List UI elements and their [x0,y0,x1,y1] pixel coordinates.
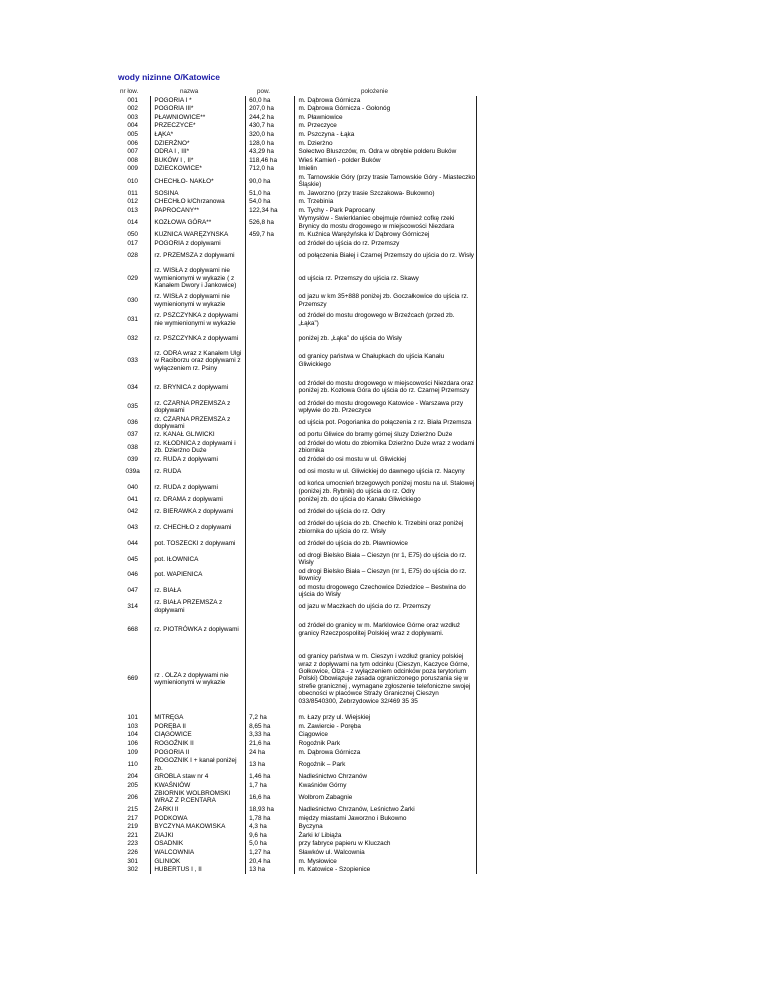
table-row [112,96,477,105]
table-row [112,206,477,215]
cell-pow: 122,34 ha [246,206,295,215]
cell-polozenie: m. Zawiercie - Poręba [295,722,477,731]
cell-pow: 244,2 ha [246,113,295,122]
cell-nr: 010 [127,177,138,185]
table-row [112,399,477,415]
cell-nr: 669 [127,675,138,683]
cell-polozenie: m. Dąbrowa Górnicza - Gołonóg [295,105,477,114]
cell-nazwa: ZIAJKI [151,831,246,840]
cell-polozenie: od źródeł do ujścia do zb. Chechło k. Trzebini oraz poniżej zbiornika do ujścia do rz. Wisły [295,520,477,536]
cell-nr: 001 [127,96,138,104]
table-row [112,480,477,496]
cell-polozenie: od ujścia rz. Przemszy do ujścia rz. Skawy [295,264,477,293]
table-row [112,375,477,399]
table-row [112,165,477,174]
cell-pow [246,293,295,309]
table-row [112,599,477,615]
cell-polozenie: od połączenia Białej i Czarnej Przemszy do ujścia do rz. Wisły [295,248,477,264]
cell-polozenie: od źródeł do ujścia do rz. Przemszy [295,239,477,248]
cell-polozenie: Kwaśniów Górny [295,781,477,790]
cell-nr: 045 [127,555,138,563]
cell-pow [246,309,295,331]
table-row [112,814,477,823]
cell-polozenie: m. Dąbrowa Górnicza [295,748,477,757]
cell-nr: 223 [127,840,138,848]
cell-pow: 16,6 ha [246,790,295,806]
table-row [112,331,477,347]
table-row [112,722,477,731]
cell-nazwa: OSADNIK [151,840,246,849]
cell-pow: 712,0 ha [246,165,295,174]
cell-nazwa: rz. WISŁA z dopływami nie wymienionymi w wykazie ( z Kanałem Dwory i Jankowice) [151,264,246,293]
cell-polozenie: od granicy państwa w m. Cieszyn i wzdłuż granicy polskiej wraz z dopływami na tym odcinku (Cieszyn, Kaczyce Górne, Gołkowice, Olza - z wyłączeniem odcinków poza terytorium Polski) Obowiązuje zasada ograniczonego poruszania się w strefie granicznej , wymagane zgłoszenie telefoniczne swojej obecności w placówce Straży Granicznej Cieszyn 033/8540300, Zebrzydowice 32/469 35 35 [295,645,477,714]
cell-pow: 9,6 ha [246,831,295,840]
cell-polozenie: m. Tychy - Park Paprocany [295,206,477,215]
cell-polozenie: m. Jaworzno (przy trasie Szczakowa- Bukowno) [295,189,477,198]
cell-nr: 103 [127,722,138,730]
cell-pow: 43,29 ha [246,148,295,157]
cell-nr: 221 [127,831,138,839]
cell-pow [246,615,295,645]
cell-nr: 042 [127,508,138,516]
cell-polozenie: od ujścia pot. Pogorianka do połączenia z rz. Biała Przemsza [295,415,477,431]
cell-polozenie: od jazu w km 35+888 poniżej zb. Goczałkowice do ujścia rz. Przemszy [295,293,477,309]
table-row [112,231,477,240]
cell-nr: 005 [127,130,138,138]
cell-nr: 028 [127,252,138,260]
cell-nazwa: HUBERTUS I , II [151,866,246,875]
table-row [112,748,477,757]
table-row [112,173,477,189]
cell-nazwa: rz. BIAŁA PRZEMSZA z dopływami [151,599,246,615]
cell-nazwa: WALCOWNIA [151,848,246,857]
cell-polozenie: Sołectwo Bluszczów, m. Odra w obrębie polderu Buków [295,148,477,157]
cell-polozenie: m. Dzierżno [295,139,477,148]
cell-nazwa: POGORIA I * [151,96,246,105]
cell-pow: 21,6 ha [246,739,295,748]
cell-nr: 030 [127,296,138,304]
table-row [112,536,477,552]
table-row [112,714,477,723]
cell-nr: 205 [127,781,138,789]
cell-nazwa: PODKOWA [151,814,246,823]
cell-nr: 008 [127,156,138,164]
cell-polozenie: m. Przeczyce [295,122,477,131]
table-row [112,781,477,790]
cell-nr: 011 [127,189,138,197]
cell-polozenie: od końca umocnień brzegowych poniżej mostu na ul. Stalowej (poniżej zb. Rybnik) do ujścia do rz. Odry [295,480,477,496]
cell-polozenie: m. Tarnowskie Góry (przy trasie Tarnowskie Góry - Miasteczko Śląskie) [295,173,477,189]
table-row [112,122,477,131]
cell-polozenie: Żarki k/ Libiąża [295,831,477,840]
cell-nazwa: rz. RUDA [151,464,246,480]
cell-polozenie: od źródeł do mostu drogowego w Brzeźcach (przed zb. „Łąka”) [295,309,477,331]
cell-nazwa: rz. CZARNA PRZEMSZA z dopływami [151,399,246,415]
cell-polozenie: od źródeł do wlotu do zbiornika Dzierżno Duże wraz z wodami zbiornika [295,439,477,455]
cell-pow [246,480,295,496]
cell-nr: 043 [127,524,138,532]
cell-nr: 017 [127,239,138,247]
cell-nr: 050 [127,231,138,239]
table-row [112,198,477,207]
table-row [112,551,477,567]
cell-nr: 035 [127,403,138,411]
cell-nr: 106 [127,740,138,748]
table-row [112,293,477,309]
cell-nazwa: pot. WAPIENICA [151,567,246,583]
cell-nazwa: BYCZYNA MAKOWISKA [151,823,246,832]
table-row [112,615,477,645]
table-row [112,731,477,740]
table-row [112,439,477,455]
cell-pow [246,583,295,599]
cell-pow [246,520,295,536]
cell-nazwa: rz. BIAŁA [151,583,246,599]
table-row [112,757,477,773]
cell-polozenie: Nadleśnictwo Chrzanów [295,772,477,781]
cell-nr: 668 [127,625,138,633]
cell-nr: 007 [127,148,138,156]
cell-nazwa: ROGOŹNIK II [151,739,246,748]
cell-pow: 20,4 ha [246,857,295,866]
cell-pow: 60,0 ha [246,96,295,105]
cell-polozenie: od granicy państwa w Chałupkach do ujścia Kanału Gliwickiego [295,346,477,375]
table-row [112,189,477,198]
cell-nazwa: rz. PSZCZYNKA z dopływami nie wymienionymi w wykazie [151,309,246,331]
cell-nazwa: CIĄGOWICE [151,731,246,740]
cell-pow [246,375,295,399]
cell-nazwa: pot. IŁOWNICA [151,551,246,567]
table-row [112,831,477,840]
cell-nr: 046 [127,571,138,579]
cell-polozenie: Rogoźnik Park [295,739,477,748]
table-row [112,495,477,504]
cell-polozenie: m. Mysłowice [295,857,477,866]
cell-nr: 219 [127,823,138,831]
cell-polozenie: Imielin [295,165,477,174]
cell-polozenie: Ciągowice [295,731,477,740]
cell-polozenie: m. Katowice - Szopienice [295,866,477,875]
table-row [112,840,477,849]
cell-nr: 029 [127,274,138,282]
cell-nazwa: PAPROCANY** [151,206,246,215]
cell-nazwa: rz. CZARNA PRZEMSZA z dopływami [151,415,246,431]
table-row [112,823,477,832]
cell-polozenie: Byczyna [295,823,477,832]
cell-pow: 13 ha [246,866,295,875]
table-row [112,504,477,520]
cell-nazwa: ZBIORNIK WOLBROMSKI WRAZ Z P.CENTARA [151,790,246,806]
cell-nr: 002 [127,105,138,113]
cell-nr: 047 [127,587,138,595]
table-row [112,866,477,875]
cell-nr: 110 [127,760,138,768]
table-row [112,567,477,583]
cell-pow [246,239,295,248]
cell-nr: 006 [127,139,138,147]
cell-nazwa: rz. RUDA z dopływami [151,480,246,496]
cell-pow: 459,7 ha [246,231,295,240]
cell-nazwa: rz. PSZCZYNKA z dopływami [151,331,246,347]
header-nr: nr łow. [120,88,139,95]
cell-nr: 204 [127,773,138,780]
cell-nazwa: POGORIA III* [151,105,246,114]
cell-nazwa: SOSINA [151,189,246,198]
table-row [112,113,477,122]
cell-polozenie: Wolbrom Zabagnie [295,790,477,806]
cell-nazwa: POGORIA z dopływami [151,239,246,248]
cell-nr: 031 [127,315,138,323]
cell-nr: 206 [127,793,138,801]
cell-nr: 009 [127,165,138,173]
cell-nazwa: MITRĘGA [151,714,246,723]
cell-pow: 207,0 ha [246,105,295,114]
cell-nr: 041 [127,496,138,504]
cell-polozenie: Sławków ul. Walcownia [295,848,477,857]
cell-pow: 5,0 ha [246,840,295,849]
cell-nr: 039a [125,468,140,476]
cell-polozenie: m. Dąbrowa Górnicza [295,96,477,105]
cell-nazwa: PŁAWNIOWICE** [151,113,246,122]
cell-polozenie: Wieś Kamień - polder Buków [295,156,477,165]
cell-nr: 302 [127,866,138,874]
table-row [112,857,477,866]
cell-pow: 13 ha [246,757,295,773]
cell-nazwa: DZIERŻNO* [151,139,246,148]
cell-pow [246,536,295,552]
cell-nazwa: POGORIA II [151,748,246,757]
cell-nazwa: ŁĄKA* [151,130,246,139]
cell-nr: 033 [127,357,138,365]
cell-nazwa: KOZŁOWA GÓRA** [151,215,246,231]
cell-nr: 036 [127,419,138,427]
cell-pow: 7,2 ha [246,714,295,723]
cell-polozenie: od mostu drogowego Czechowice Dziedzice – Bestwina do ujścia do Wisły [295,583,477,599]
cell-nr: 039 [127,455,138,463]
cell-pow: 320,0 ha [246,130,295,139]
cell-nr: 032 [127,334,138,342]
header-polozenie: położenie [361,88,388,95]
cell-pow: 8,65 ha [246,722,295,731]
cell-pow [246,264,295,293]
cell-nr: 040 [127,483,138,491]
cell-polozenie: m. Pszczyna - Łąka [295,130,477,139]
cell-pow: 54,0 ha [246,198,295,207]
cell-pow: 1,27 ha [246,848,295,857]
cell-polozenie: od osi mostu w ul. Gliwickiej do dawnego ujścia rz. Nacyny [295,464,477,480]
table-row [112,239,477,248]
cell-polozenie: od źródeł do ujścia do rz. Odry [295,504,477,520]
cell-pow [246,248,295,264]
table-row [112,772,477,781]
fishery-table-body [112,96,477,874]
cell-polozenie: Rogoźnik – Park [295,757,477,773]
table-row [112,130,477,139]
cell-pow [246,567,295,583]
cell-polozenie: od drogi Bielsko Biała – Cieszyn (nr 1, E75) do ujścia do rz. Iłownicy [295,567,477,583]
cell-polozenie: od portu Gliwice do bramy górnej śluzy Dzierżno Duże [295,431,477,440]
cell-nr: 301 [127,857,138,865]
cell-pow [246,455,295,464]
cell-nazwa: rz. ODRA wraz z Kanałem Ulgi w Raciborzu oraz dopływami z wyłączeniem rz. Psiny [151,346,246,375]
table-row [112,464,477,480]
cell-polozenie: między miastami Jaworzno i Bukowno [295,814,477,823]
cell-nr: 013 [127,206,138,214]
cell-nr: 109 [127,748,138,756]
cell-nr: 104 [127,731,138,739]
cell-nazwa: GROBLA staw nr 4 [151,772,246,781]
table-row [112,583,477,599]
cell-polozenie: od źródeł do mostu drogowego w miejscowości Niezdara oraz poniżej zb. Kozłowa Góra do ujścia do rz. Czarnej Przemszy [295,375,477,399]
cell-nazwa: rz. PIOTRÓWKA z dopływami [151,615,246,645]
cell-polozenie: od drogi Bielsko Biała – Cieszyn (nr 1, E75) do ujścia do rz. Wisły [295,551,477,567]
table-row [112,148,477,157]
cell-pow [246,346,295,375]
cell-polozenie: od źródeł do granicy w m. Marklowice Górne oraz wzdłuż granicy Rzeczpospolitej Polskiej wraz z dopływami. [295,615,477,645]
cell-nr: 101 [127,714,138,722]
cell-nazwa: ŻARKI II [151,805,246,814]
cell-pow [246,599,295,615]
cell-nazwa: rz. KŁODNICA z dopływami i zb. Dzierżno Duże [151,439,246,455]
cell-polozenie: Nadleśnictwo Chrzanów, Leśnictwo Żarki [295,805,477,814]
cell-polozenie: od źródeł do mostu drogowego Katowice - Warszawa przy wpływie do zb. Przeczyce [295,399,477,415]
cell-nazwa: rz. BRYNICA z dopływami [151,375,246,399]
cell-polozenie: przy fabryce papieru w Kluczach [295,840,477,849]
cell-pow: 118,46 ha [246,156,295,165]
cell-nazwa: PRZECZYCE* [151,122,246,131]
cell-pow: 1,78 ha [246,814,295,823]
cell-pow [246,415,295,431]
cell-pow: 1,7 ha [246,781,295,790]
cell-nr: 038 [127,443,138,451]
cell-nazwa: GLINIOK [151,857,246,866]
cell-pow: 1,46 ha [246,772,295,781]
cell-pow: 128,0 ha [246,139,295,148]
cell-nazwa: CHECHŁO k/Chrzanowa [151,198,246,207]
table-row [112,790,477,806]
cell-nr: 215 [127,805,138,813]
table-row [112,105,477,114]
cell-polozenie: m. Kuźnica Warężyńska k/ Dąbrowy Górniczej [295,231,477,240]
table-row [112,215,477,231]
cell-pow: 526,8 ha [246,215,295,231]
cell-nazwa: rz. BIERAWKA z dopływami [151,504,246,520]
cell-polozenie: od jazu w Maczkach do ujścia do rz. Przemszy [295,599,477,615]
cell-nr: 004 [127,122,138,130]
cell-pow: 3,33 ha [246,731,295,740]
table-row [112,739,477,748]
cell-polozenie: m. Łazy przy ul. Wiejskiej [295,714,477,723]
table-row [112,264,477,293]
cell-nr: 226 [127,848,138,856]
table-row [112,520,477,536]
cell-pow [246,504,295,520]
cell-nazwa: pot. TOSZECKI z dopływami [151,536,246,552]
cell-nazwa: PORĘBA II [151,722,246,731]
cell-nazwa: ROGOŹNIK I + kanał poniżej zb. [151,757,246,773]
cell-pow: 4,3 ha [246,823,295,832]
cell-nazwa: rz. CHECHŁO z dopływami [151,520,246,536]
cell-nazwa: CHECHŁO- NAKŁO* [151,173,246,189]
table-row [112,156,477,165]
cell-nr: 037 [127,431,138,439]
cell-nazwa: rz . OLZA z dopływami nie wymienionymi w wykazie [151,645,246,714]
cell-nazwa: rz. DRAMA z dopływami [151,495,246,504]
table-row [112,415,477,431]
cell-pow [246,551,295,567]
header-nazwa: nazwa [180,88,199,95]
cell-polozenie: Wymysłów - Świerklaniec obejmuje również cofkę rzeki Brynicy do mostu drogowego w miejscowości Niezdara [295,215,477,231]
cell-nazwa: DZIEĆKOWICE* [151,165,246,174]
cell-pow [246,645,295,714]
cell-nazwa: BUKÓW I , II* [151,156,246,165]
cell-nr: 014 [127,219,138,227]
cell-pow [246,439,295,455]
table-row [112,455,477,464]
cell-nr: 034 [127,383,138,391]
fishery-table [112,96,477,874]
cell-polozenie: m. Pławniowice [295,113,477,122]
table-row [112,139,477,148]
document-title: wody nizinne O/Katowice [118,72,221,82]
cell-nazwa: ODRA I , III* [151,148,246,157]
cell-nazwa: rz. RUDA z dopływami [151,455,246,464]
header-pow: pow. [257,88,270,95]
cell-pow: 18,93 ha [246,805,295,814]
cell-pow: 90,0 ha [246,173,295,189]
cell-nr: 314 [127,603,138,611]
table-row [112,431,477,440]
cell-polozenie: od źródeł do osi mostu w ul. Gliwickiej [295,455,477,464]
cell-nr: 003 [127,113,138,121]
cell-nazwa: rz. KANAŁ GLIWICKI [151,431,246,440]
table-row [112,805,477,814]
table-row [112,248,477,264]
cell-nr: 044 [127,539,138,547]
cell-polozenie: poniżej zb. do ujścia do Kanału Gliwickiego [295,495,477,504]
table-row [112,848,477,857]
cell-nazwa: rz. PRZEMSZA z dopływami [151,248,246,264]
cell-nazwa: rz. WISŁA z dopływami nie wymienionymi w wykazie [151,293,246,309]
cell-pow [246,431,295,440]
cell-pow [246,399,295,415]
cell-pow [246,495,295,504]
table-row [112,645,477,714]
table-row [112,309,477,331]
table-row [112,346,477,375]
cell-polozenie: od źródeł do ujścia do zb. Pławniowice [295,536,477,552]
cell-pow [246,464,295,480]
cell-polozenie: m. Trzebinia [295,198,477,207]
cell-polozenie: poniżej zb. „Łąka” do ujścia do Wisły [295,331,477,347]
cell-pow: 430,7 ha [246,122,295,131]
cell-nazwa: KUŹNICA WARĘŻYŃSKA [151,231,246,240]
cell-nr: 217 [127,814,138,822]
cell-nr: 012 [127,198,138,206]
cell-pow [246,331,295,347]
cell-pow: 24 ha [246,748,295,757]
cell-nazwa: KWAŚNIÓW [151,781,246,790]
cell-pow: 51,0 ha [246,189,295,198]
